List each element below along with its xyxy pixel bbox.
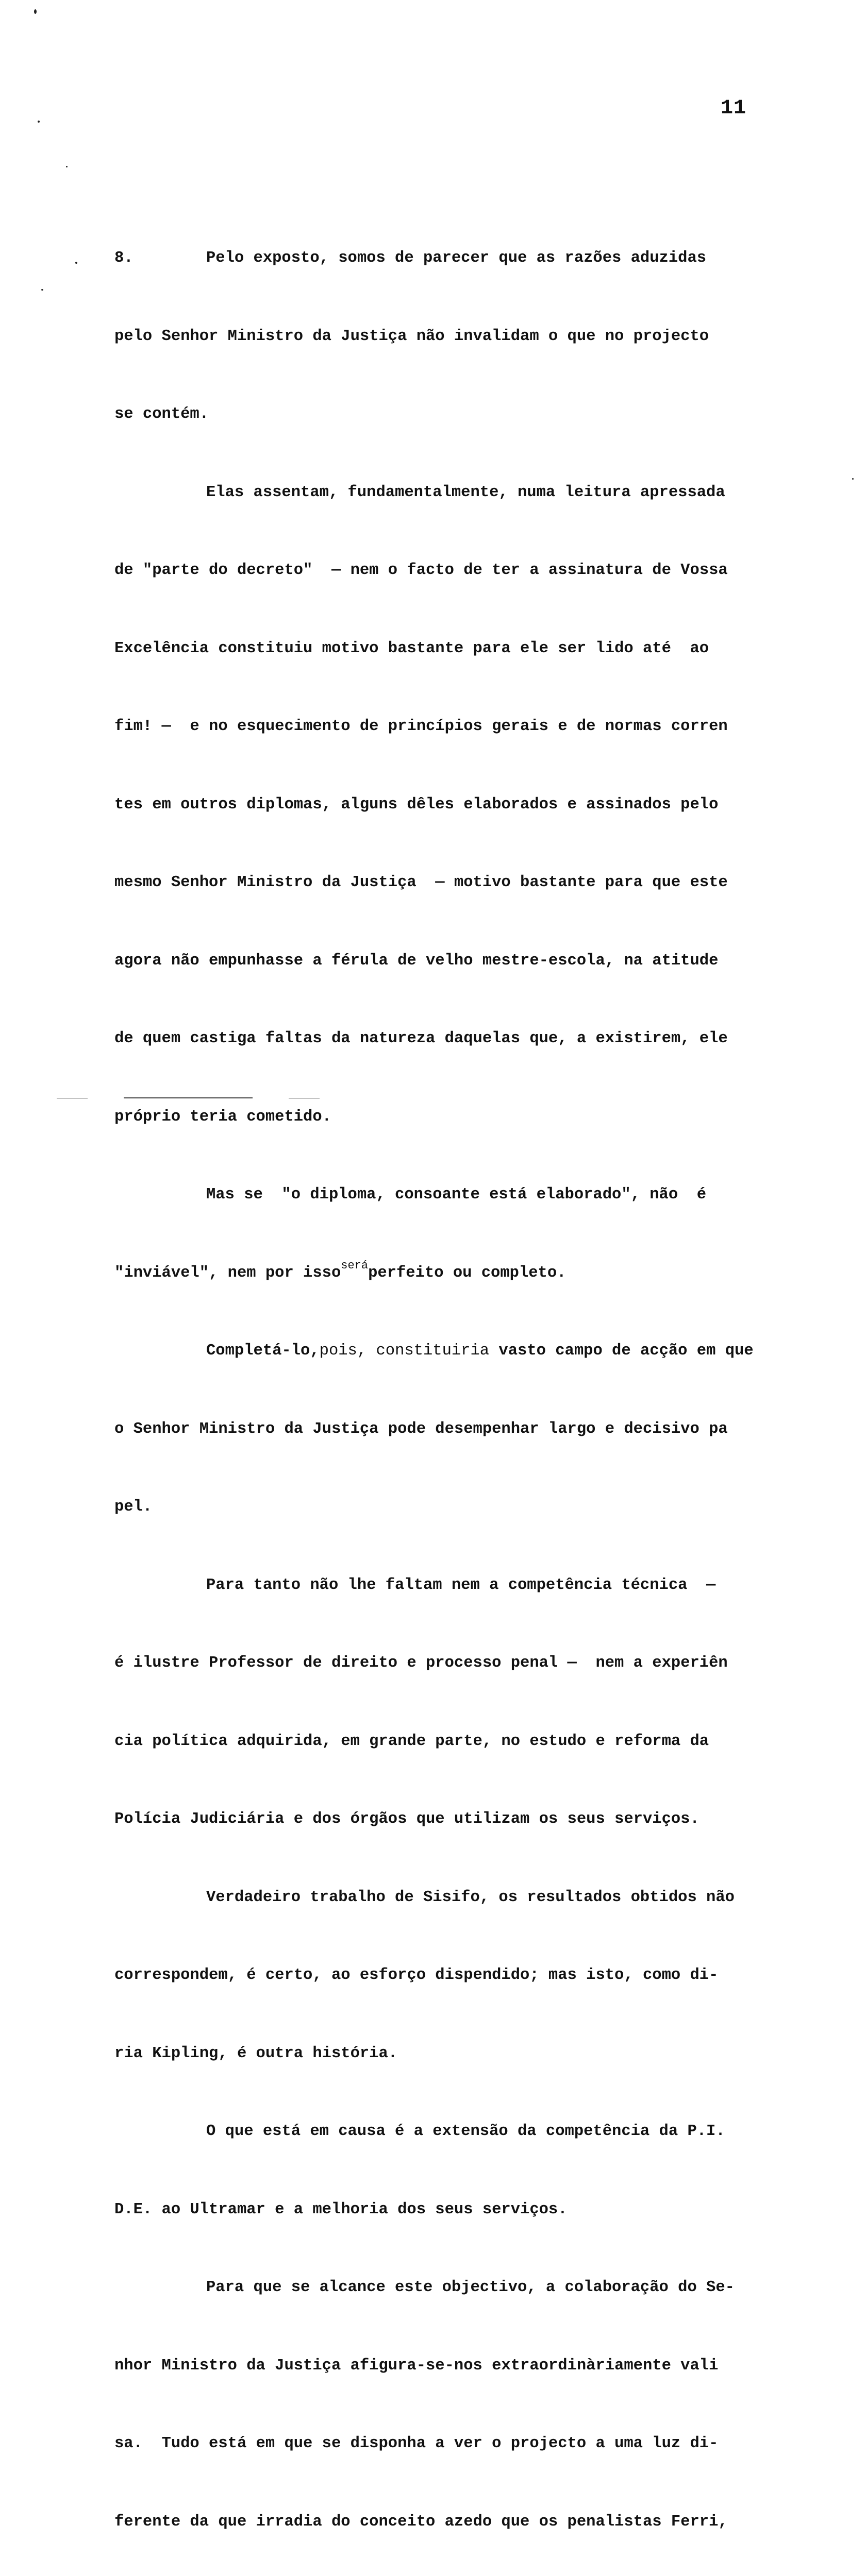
text-line: Excelência constituiu motivo bastante para ele ser lido até ao	[114, 639, 709, 657]
text-line: pelo Senhor Ministro da Justiça não invalidam o que no projecto	[114, 327, 709, 345]
page-number: 11	[721, 97, 747, 120]
text-line: Para que se alcance este objectivo, a colaboração do Se-	[206, 2279, 735, 2296]
text-line: D.E. ao Ultramar e a melhoria dos seus serviços.	[114, 2200, 568, 2218]
text-line: cia política adquirida, em grande parte, no estudo e reforma da	[114, 1732, 709, 1750]
text-line: Elas assentam, fundamentalmente, numa leitura apressada	[206, 483, 725, 501]
text-line: Polícia Judiciária e dos órgãos que utilizam os seus serviços.	[114, 1810, 700, 1828]
text-line: Verdadeiro trabalho de Sisifo, os resultados obtidos não	[206, 1888, 735, 1906]
text-line: ria Kipling, é outra história.	[114, 2044, 398, 2062]
text-line: nhor Ministro da Justiça afigura-se-nos extraordinàriamente vali	[114, 2357, 719, 2375]
text-line: próprio teria cometido.	[114, 1108, 331, 1126]
text-line: sa. Tudo está em que se disponha a ver o projecto a uma luz di-	[114, 2435, 719, 2452]
scan-speck	[41, 289, 43, 291]
paragraph-number: 8.	[114, 249, 134, 267]
text-line: o Senhor Ministro da Justiça pode desempenhar largo e decisivo pa	[114, 1420, 728, 1438]
text-line: "inviável", nem por isso$^{será}$perfeito ou completo.	[114, 1259, 567, 1282]
text-line: se contém.	[114, 405, 209, 423]
scan-speck	[75, 262, 77, 264]
text-line: mesmo Senhor Ministro da Justiça — motivo bastante para que este	[114, 874, 728, 891]
text-line: Para tanto não lhe faltam nem a competência técnica —	[206, 1576, 716, 1594]
text-line: O que está em causa é a extensão da competência da P.I.	[206, 2123, 725, 2140]
scan-speck	[38, 121, 40, 123]
text-line: 8. Pelo exposto, somos de parecer que as razões aduzidas	[114, 245, 785, 272]
text-line: de quem castiga faltas da natureza daquelas que, a existirem, ele	[114, 1030, 728, 1047]
text-line: de "parte do decreto" — nem o facto de ter a assinatura de Vossa	[114, 562, 728, 579]
handwritten-insert: pois, constituiria	[319, 1342, 490, 1360]
text-line: é ilustre Professor de direito e processo penal — nem a experiên	[114, 1654, 728, 1672]
body-text	[114, 193, 785, 2576]
handwritten-insert: será	[341, 1259, 369, 1272]
scan-speck	[34, 9, 37, 14]
text-line: fim! — e no esquecimento de princípios gerais e de normas corren	[114, 718, 728, 735]
bottom-scan-line	[124, 1097, 253, 1098]
text-line: tes em outros diplomas, alguns dêles elaborados e assinados pelo	[114, 795, 719, 814]
scan-speck	[852, 478, 854, 480]
text-line: Completá-lo,pois, constituiria vasto campo de acção em que	[206, 1342, 754, 1360]
scan-speck	[66, 166, 68, 167]
text-line: ferente da que irradia do conceito azedo que os penalistas Ferri,	[114, 2513, 728, 2531]
text-line: Mas se "o diploma, consoante está elaborado", não é	[206, 1186, 707, 1204]
text-line: pel.	[114, 1498, 153, 1516]
text-line: agora não empunhasse a férula de velho mestre-escola, na atitude	[114, 952, 719, 970]
text-line: correspondem, é certo, ao esforço dispendido; mas isto, como di-	[114, 1967, 719, 1984]
